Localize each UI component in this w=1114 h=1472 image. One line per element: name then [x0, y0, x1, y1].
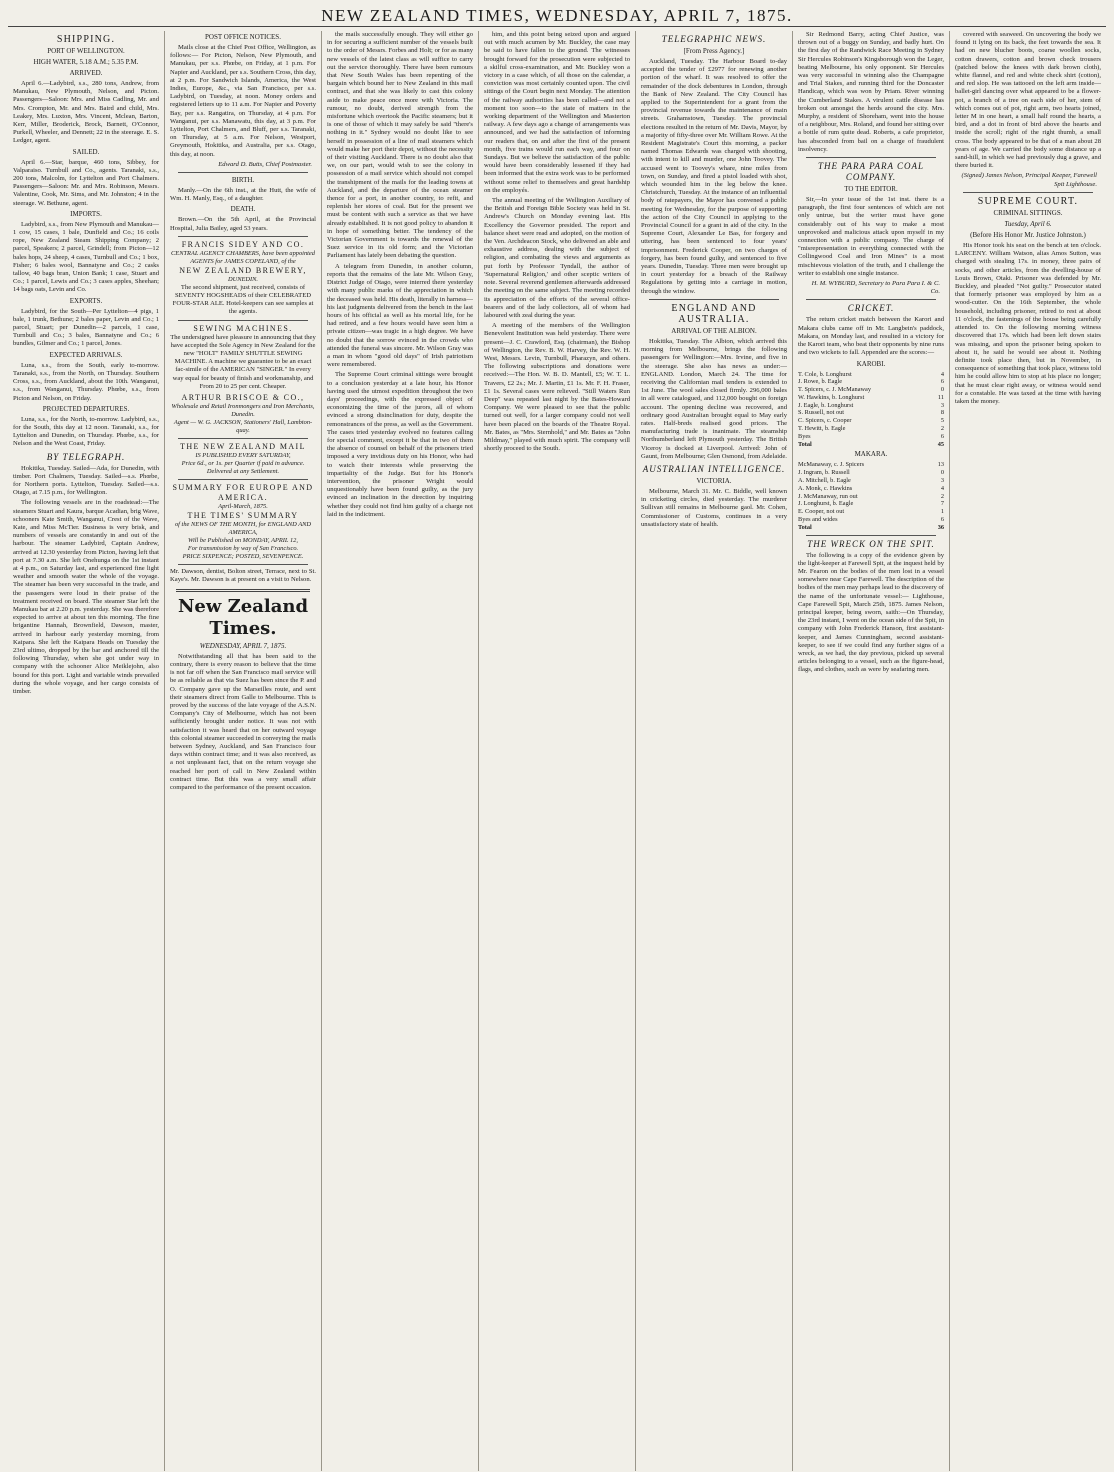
- batsman-runs: 3: [940, 477, 944, 485]
- telegraphic-news-text: Auckland, Tuesday. The Harbour Board to-day accepted the tender of £2977 for renewing another portion of the wharf. It was resolved to offer the remainder of the dock debentures in London, through the Bank of New Zealand. The City Council has applied to the Superintendent for a grant from the provincial revenue towards the maintenance of main streets. Grahamstown, Tuesday. The provincial elections resulted in the return of Mr. Davis, Mayor, by a majority of fifty-three over Mr. William Rowe. At the Resident Magistrate's Court this morning, a packer named Thomas Edwards was charged with shooting, with intent to kill and murder, one John Toovey. The accused went to Toovey's whare, nine miles from town, on Sunday, and fired a pistol loaded with shot, which wounded him in the leg below the knee. Christchurch, Tuesday. At the instance of an influential body of ratepayers, the Mayor has convened a public meeting for Wednesday, for the purpose of supporting the action of the City Council in applying to the Provincial Council for a grant in aid of the city. In the Supreme Court, Alexander Le Bas, for forgery and uttering, has been sentenced to four years' imprisonment. Frederick Cooper, on two charges of forgery, has been found guilty, and sentenced to five years. Dunedin, Tuesday. Three men were brought up in court yesterday for a breach of the Railway Regulations by getting into a carriage in motion, through the window.: [641, 58, 787, 295]
- press-agency-note: [From Press Agency.]: [683, 47, 745, 55]
- makara-scores: [798, 461, 944, 531]
- benevolent-text: A meeting of the members of the Wellington Benevolent Institution was held yesterday. There were present—J. C. Crawford, Esq. (chairman), the Bishop of Wellington, the Rev. B. W. Harvey, the Rev. W. H. West, Messrs. Levin, Turnbull, Pharazyn, and others. The following subscriptions and donations were received:—The Hon. W. B. D. Mantell, £5; W. T. L. Travers, £2 2s.; Mr. J. Martin, £1 1s. Mr. F. H. Fraser, £1 1s. Several cases were relieved. "Still Waters Run Deep" was repeated last night by the Bates-Howard Company. We were pleased to see that the public turned out well, for a larger company could not well have been placed on the boards of the Theatre Royal. Mr. Bates, as "Mrs. Sternhold," and Mr. Bates as "John Mildmay," played with much spirit. The company will shortly proceed to the South.: [484, 322, 630, 453]
- divider: [963, 192, 1093, 193]
- batsman-name: J. Ingram, b. Russell: [798, 469, 850, 477]
- karori-score-row: [798, 433, 944, 441]
- high-water: HIGH WATER, 5.18 A.M.; 5.35 P.M.: [33, 58, 139, 66]
- advert-summary: [170, 483, 316, 561]
- postmaster-signature: Edward D. Butts, Chief Postmaster.: [218, 160, 312, 168]
- batsman-runs: 5: [940, 417, 944, 425]
- batsman-runs: 0: [940, 386, 944, 394]
- batsman-runs: 7: [940, 500, 944, 508]
- shipping-news-text: The following vessels are in the roadstead:—The steamers Stuart and Kaura, barque Acadian, brig Wave, schooners Kate Smith, Wanganui, Crest of the Wave, Kate, and Miss McTier. Business is very brisk, and numbers of vessels are constantly in and out of the harbour. The steamer Ladybird, Captain Andrew, arrived at 12.30 yesterday from Picton, having left that port at 7.30 a.m. She left Onehunga on the 1st instant at 4 p.m., on Saturday last, and experienced fine light weather and smooth water the whole of the voyage. The steamer has been very successful in the trade, and the passengers were loud in their praise of the treatment received on board. The steamer Star left the Manukau bar at 2.20 p.m. yesterday. She was therefore expected to arrive at about ten this morning. The fine brigantine Hannah, Brownfield, Dawson, master, arrived in harbour early yesterday morning, from Kaipara. She left the Kaipara Heads on Tuesday the 23rd ultimo, dropped by the bar and anchored till the following Thursday, when she got under way in company with the schooner Alice Meiklejohn, also bound for this port. Light and variable winds prevailed during the whole voyage, and her cargo consists of timber.: [13, 499, 159, 695]
- advert-sewing-title: SEWING MACHINES.: [193, 323, 293, 333]
- batsman-name: E. Cooper, not out: [798, 508, 845, 516]
- batsman-runs: 4: [940, 370, 944, 378]
- criminal-sittings-heading: CRIMINAL SITTINGS.: [993, 208, 1063, 217]
- advert-summary-name: THE TIMES' SUMMARY: [187, 511, 299, 521]
- batsman-name: Byes and wides: [798, 516, 838, 524]
- batsman-name: A. Mitchell, b. Eagle: [798, 477, 851, 485]
- divider: [806, 157, 936, 158]
- advert-sewing: [170, 324, 316, 435]
- sailed-text: April 6.—Star, barque, 460 tons, Sibbey, for Valparaiso. Turnbull and Co., agents. Taranaki, s.s., 200 tons, Malcolm, for Lyttelton and Port Chalmers. Passengers—Saloon: Mr. and Mrs. Robinson, Messrs. Valentine, Cook, Mr. Sims, and Mr. Johnston; 4 in the steerage. W. Bethune, agent.: [13, 158, 159, 207]
- divider: [806, 299, 936, 300]
- batsman-name: S. Russell, not out: [798, 409, 845, 417]
- makara-score-row: [798, 485, 944, 493]
- batsman-name: J. Rowe, b. Eagle: [798, 378, 843, 386]
- makara-score-row: [798, 461, 944, 469]
- advert-mail-sub: IS PUBLISHED EVERY SATURDAY,: [195, 452, 291, 460]
- divider: [178, 438, 308, 439]
- leader-continued-text: the mails successfully enough. They will either go in for securing a sufficient number of the vessels built to the order of Messrs. Forbes and Holt; or for as many new vessels of the latest class as will suffice to carry out the service thoroughly. There have been rumours that New South Wales has been repenting of the bargain which bound her to New Zealand in this mail contract, and that she was likely to cast this colony aside to make peace once more with Victoria. The rumour, no doubt, derived strength from the misfortune which overtook the Pacific steamers; but it is one of those of which it may safely be said "there's nothing in it." Sydney would no doubt like to see herself in possession of a line of mail steamers which would make her port their depot, without the necessity of their visiting Auckland. There is no doubt also that we, on our part, would wish to see the colony in possession of a mail service which should not compel the transhipment of the mails for the leading towns at Auckland, and the departure of the ocean steamer thence for a port, in another country, to refit, and replenish her stores of coal. But for the present we must be content with such a service as that we have already established. It is not good policy to abandon it in hope of something better. The tendency of the Victorian Government is towards the renewal of the Suez service in its old form; and the Victorian Parliament has lately been debating the question.: [327, 31, 473, 260]
- advert-summary-date: April-March, 1875.: [218, 503, 268, 511]
- advert-sidey: [170, 240, 316, 317]
- court-date: Tuesday, April 6.: [1004, 219, 1052, 228]
- albion-text: Hokitika, Tuesday. The Albion, which arrived this morning from Melbourne, brings the following passengers for Wellington:—Mrs. Irvine, and five in the steerage. She also has news as under:— ENGLAND. London, March 24. The time for receiving the Californian mail tenders is extended to 1st June. The wool sales closed firmly. 296,000 bales in all were catalogued, and 112,000 bought on foreign account. The opening decline was recovered, and ordinary good Australian brought equal to May early rates. Half-breds realised good prices. The manufacturing trade is inanimate. The steamship Northumberland left Plymouth yesterday. The British Viceroy is docked at Liverpool. Arrived: John of Gaunt, from Melbourne; Glen Osmond, from Adelaide.: [641, 337, 787, 460]
- para-para-signature: H. M. WYBURD, Secretary to Para Para I. & C. Co.: [811, 280, 940, 296]
- batsman-runs: 0: [940, 469, 944, 477]
- karori-score-row: [798, 371, 944, 379]
- batsman-runs: 45: [937, 440, 944, 448]
- makara-score-row: [798, 508, 944, 516]
- divider: [649, 299, 779, 300]
- batsman-runs: 2: [940, 425, 944, 433]
- advert-sidey-text: The second shipment, just received, consists of SEVENTY HOGSHEADS of their CELEBRATED FOUR-STAR ALE. Hotel-keepers can see samples at the agents.: [172, 283, 314, 316]
- makara-score-row: [798, 477, 944, 485]
- batsman-name: Total: [798, 440, 812, 448]
- telegraph-text: Hokitika, Tuesday. Sailed—Ada, for Dunedin, with timber. Port Chalmers, Tuesday. Sailed—s.s. Phœbe, for Northern ports. Lyttelton, Tuesday. Sailed—s.s. Otago, at 7.15 p.m., for Wellington.: [13, 464, 159, 497]
- advert-sewing-firm-sub: Wholesale and Retail Ironmongers and Iron Merchants, Dunedin.: [171, 403, 315, 419]
- karori-score-row: [798, 386, 944, 394]
- karori-score-row: [798, 378, 944, 386]
- advert-summary-title: SUMMARY FOR EUROPE AND AMERICA.: [172, 483, 314, 503]
- advert-summary-publish: Will be Published on MONDAY, APRIL 12,: [188, 537, 298, 545]
- wreck-heading: THE WRECK ON THE SPIT.: [807, 538, 935, 549]
- divider: [178, 236, 308, 237]
- karori-score-row: [798, 402, 944, 410]
- victoria-text: Melbourne, March 31. Mr. C. Biddle, well known in cricketing circles, died yesterday. The murderer Sullivan still remains in Melbourne gaol. Mr. Cohen, Commissioner of Customs, continues in a very unsatisfactory state of health.: [641, 487, 787, 528]
- post-office-heading: POST OFFICE NOTICES.: [205, 33, 281, 41]
- advert-mail-title: THE NEW ZEALAND MAIL: [180, 442, 306, 452]
- port-heading: PORT OF WELLINGTON.: [47, 47, 125, 55]
- column-2: [165, 31, 322, 1471]
- advert-sewing-text: The undersigned have pleasure in announcing that they have accepted the Sole Agency in New Zealand for the new "HOLT" FAMILY SHUTTLE SEWING MACHINE. A machine we guarantee to be an exact fac-simile of the AMERICAN "SINGER." In every way equal for beauty of finish and workmanship, and From 20 to 25 per cent. Cheaper.: [170, 333, 316, 390]
- column-7: [950, 31, 1106, 1471]
- leader-text: Notwithstanding all that has been said to the contrary, there is every reason to believe that the time is not far off when the San Francisco mail service will be as reliable as that via Suez has been since the P. and O. Company gave up the Marseilles route, and sent their steamers direct from Galle to Melbourne. This is proved by the success of the late voyage of the A.S.N. Company's City of Melbourne, which has not been sufficiently brought under notice. It was not with satisfaction it was heard that on her outward voyage this colonial steamer succeeded in conveying the mails between Sydney, Auckland, and San Francisco four days within contract time; and it was also received, as a not unpleasant fact, that on the return voyage she reached her port of call in New Zealand within contract time. But this was a very small affair compared to the performance of the present occasion.: [170, 652, 316, 791]
- batsman-name: Byes: [798, 432, 811, 440]
- cricket-heading: CRICKET.: [847, 303, 895, 314]
- advert-sidey-sub: CENTRAL AGENCY CHAMBERS, have been appointed AGENTS for JAMES COPELAND, of the: [171, 249, 315, 265]
- albion-heading: ARRIVAL OF THE ALBION.: [671, 326, 757, 335]
- batsman-runs: 13: [937, 461, 944, 469]
- makara-score-row: [798, 469, 944, 477]
- victoria-heading: VICTORIA.: [696, 476, 732, 485]
- masthead: NEW ZEALAND TIMES, WEDNESDAY, APRIL 7, 1875.: [8, 6, 1106, 27]
- expected-text: Luna, s.s., from the South, early to-morrow. Taranaki, s.s., from the North, on Thursday. Southern Cross, s.s., from Auckland, about the 10th. Wanganui, s.s., from Wanganui, Thursday. Phœbe, s.s., from Picton and Nelson, on Friday.: [13, 361, 159, 402]
- makara-score-row: [798, 524, 944, 532]
- karori-score-row: [798, 425, 944, 433]
- wreck-text: The following is a copy of the evidence given by the light-keeper at Farewell Spit, at the inquest held by Mr. Fearon on the bodies of the men lost in a vessel somewhere near Cape Farewell. The description of the bodies of the men may perhaps lead to the discovery of the name of the unfortunate vessel:— Lighthouse, Cape Farewell Spit, March 25th, 1875. James Nelson, principal keeper, being sworn, saith:—On Thursday, the 23rd instant, I went on the ocean side of the Spit, in company with John Frederick Hanson, first assistant-keeper, and James Cunningham, second assistant-keeper, to see if we could find any further signs of a wreck, as we had, the day previous, picked up several articles belonging to a vessel, such as the figure-head, flags, and clothes, such as were by seafaring men.: [798, 551, 944, 674]
- divider: [178, 172, 308, 173]
- advert-sidey-city: DUNEDIN.: [228, 275, 258, 283]
- exports-heading: EXPORTS.: [69, 296, 103, 305]
- arrived-heading: ARRIVED.: [69, 69, 103, 77]
- batsman-runs: 4: [940, 484, 944, 492]
- railway-text: him, and this point being seized upon and argued out with much acumen by Mr. Buckley, the case may be said to have fallen to the ground. The witnesses brought forward for the prosecution were subjected to a skilful cross-examination, and Mr. Buckley won a victory in a case which, of all those on the calendar, a conviction was most certainly counted upon. The civil sittings of the Court begin next Monday. The attention of the railway authorities has been called—and not a moment too soon—to the state of matters in the working department of the Wellington and Masterton railway. A few days ago a change of arrangements was announced, and we had the satisfaction of informing our readers that, on and after the first of the present month, five trains would run each way, and four on Sundays. But we believe the satisfaction of the public would have been considerably lessened if they had been informed that the extra work was to be performed without some relief to themselves and great hardship on the employés.: [484, 31, 630, 194]
- karori-score-row: [798, 417, 944, 425]
- advert-sidey-brewery: NEW ZEALAND BREWERY,: [179, 265, 307, 275]
- batsman-runs: 8: [940, 409, 944, 417]
- paper-title: New Zealand Times.: [177, 595, 309, 639]
- advert-sewing-firm: ARTHUR BRISCOE & CO.,: [181, 393, 305, 403]
- batsman-name: C. Spicers, c. Cooper: [798, 417, 852, 425]
- column-3: [322, 31, 479, 1471]
- batsman-runs: 36: [937, 523, 944, 531]
- para-para-sub: TO THE EDITOR.: [844, 185, 898, 194]
- australian-news-text: Sir Redmond Barry, acting Chief Justice, was thrown out of a buggy on Sunday, and badly hurt. On the first day of the Randwick Race Meeting in Sydney Sir Hercules Robinson's Kingsborough won the Leger, beating Melbourne, his only opponent. Sir Hercules was very successful in winning also the Champagne and Trial Stakes, and running third for the Doncaster Handicap, which was won by Priam. River winning the Cumberland Stakes. A virulent cattle disease has broken out amongst the herds around the city. Mrs. Murphy, a resident of Shoreham, went into the house of a neighbour, Mrs. Roland, and found her sitting over a bottle of rum quite dead. Roberts, a cafe proprietor, has absconded from bail on a charge of fraudulent insolvency.: [798, 31, 944, 153]
- advert-summary-news: of the NEWS OF THE MONTH, for ENGLAND AND AMERICA,: [174, 521, 312, 537]
- wilson-gray-text: A telegram from Dunedin, in another column, reports that the remains of the late Mr. Wilson Gray, District Judge of Otago, were interred there yesterday with many public marks of the appreciation in which the deceased was held. His death, literally in harness—his last judgments delivered from the bench in the last hours of his official as well as his mortal life, for he had retired, and a few hours would have seen him a private citizen—was tragic in a high degree. We have no doubt that the sorrow evinced in the crowds who attended the funeral was sincere. Mr. Wilson Gray was a man in whom "good old days" of Irish patriotism were remembered.: [327, 262, 473, 369]
- advert-summary-transmission: For transmission by way of San Francisco.: [187, 545, 299, 553]
- divider: [178, 320, 308, 321]
- batsman-name: T. Spicers, c. J. McManaway: [798, 386, 871, 394]
- batsman-runs: 6: [940, 432, 944, 440]
- divider: [178, 564, 308, 565]
- advert-summary-price: PRICE SIXPENCE; POSTED, SEVENPENCE.: [182, 553, 304, 561]
- double-divider: [176, 589, 310, 592]
- post-office-text: Mails close at the Chief Post Office, Wellington, as follows:— For Picton, Nelson, New Plymouth, and Manukau, per s.s. Phœbe, on Friday, at 1 p.m. For Napier and Auckland, per s.s. Southern Cross, this day, at 2 p.m. For Sandwich Islands, America, the West Indies, Europe, &c., via San Francisco, per s.s. Ladybird, on Tuesday, at noon. Money orders and registered letters up to 11 a.m. For Napier and Poverty Bay, per s.s. Rangatira, on Thursday, at 4 p.m. For Wanganui, per s.s. Manawatu, this day, at 3 p.m. For Lyttelton, Port Chalmers, and Bluff, per s.s. Taranaki, on Thursday, at 5 a.m. For Nelson, Westport, Greymouth, Hokitika, and Australia, per s.s. Otago, this day, at noon.: [170, 44, 316, 158]
- batsman-runs: 2: [940, 492, 944, 500]
- advert-sewing-agent: Agent — W. G. JACKSON, Stationers' Hall, Lambton-quay.: [173, 419, 313, 435]
- karori-score-row: [798, 409, 944, 417]
- australian-intelligence-heading: AUSTRALIAN INTELLIGENCE.: [642, 463, 786, 474]
- makara-heading: MAKARA.: [854, 450, 888, 459]
- death-heading: DEATH.: [230, 205, 256, 214]
- makara-score-row: [798, 500, 944, 508]
- cricket-text: The return cricket match between the Karori and Makara clubs came off in Mr. Langbein's paddock, Makara, on Monday last, and resulted in a victory for the Karori team, who beat their opponents by nine runs and two wickets to fall. Appended are the scores:—: [798, 316, 944, 357]
- divider: [178, 479, 308, 480]
- karori-score-row: [798, 394, 944, 402]
- supreme-court-heading: SUPREME COURT.: [977, 195, 1079, 207]
- batsman-name: J. McManaway, run out: [798, 492, 858, 500]
- birth-text: Manly.—On the 6th inst., at the Hutt, the wife of Wm. H. Manly, Esq., of a daughter.: [170, 187, 316, 203]
- wreck-continued-text: covered with seaweed. On uncovering the body we found it lying on its back, the feet towards the sea. It had on new blucher boots, coarse woollen socks, cotton drawers, cotton and brown check trousers (patched below the knees with dark brown cloth), white flannel, and red and white check shirt (cotton), and red slop. He was tattooed on the left arm inside—ballet-girl dancing over what appeared to be a flower-pot, a branch of a tree on each side of her, stem of which comes out of pot, right arm, two hearts joined, letter M in one heart, a small half round the hearts, a bird, and a dot in front of bird above the hearts and inside the scroll; right of the right thumb, a small cross. The body appeared to be that of a man about 28 years of age. We carried the body some distance up a sand-hill, in which we had previously dug a grave, and there buried it.: [955, 31, 1101, 170]
- departures-text: Luna, s.s., for the North, to-morrow. Ladybird, s.s., for the South, this day at 12 noon. Taranaki, s.s., for Lyttelton and Dunedin, on Thursday. Phœbe, s.s., for Nelson and the West Coast, Friday.: [13, 415, 159, 448]
- divider: [806, 535, 936, 536]
- imports-heading: IMPORTS.: [70, 209, 102, 218]
- expected-heading: EXPECTED ARRIVALS.: [49, 350, 123, 359]
- para-para-text: Sir,—In your issue of the 1st inst. there is a paragraph, the first four sentences of which are not only untrue, but the writer must have gone considerably out of his way to make a most unprovoked and malicious attack upon myself in my connection with a public company. The charge of "misrepresentation in everything connected with the Collingwood Coal and Iron Mines" is a most mischievous violation of the truth, and I challenge the writer to establish one single instance.: [798, 196, 944, 277]
- shipping-heading: SHIPPING.: [56, 34, 116, 45]
- batsman-name: McManaway, c. J. Spicers: [798, 461, 865, 469]
- departures-heading: PROJECTED DEPARTURES.: [42, 404, 130, 413]
- keeper-signature: (Signed) James Nelson, Principal Keeper, Farewell Spit Lighthouse.: [961, 172, 1097, 188]
- batsman-runs: 1: [940, 508, 944, 516]
- karori-score-row: [798, 441, 944, 449]
- para-para-heading: THE PARA PARA COAL COMPANY.: [817, 161, 925, 183]
- column-5: [636, 31, 793, 1471]
- arrived-text: April 6.—Ladybird, s.s., 280 tons, Andrew, from Manukau, New Plymouth, Nelson, and Picton. Passengers—Saloon: Mrs. and Miss Cadling, Mr. and Mrs. Crompton, Mr. and Mrs. Baird and child, Mrs. Leakey, Mrs. Luxton, Mrs. Vincent, Mclean, Barton, Kerr, Miller, Broderick, Brock, Barnett, O'Connor, Purkell, Wheeler, and Dennett; 22 in the steerage. E. S. Ledger, agent.: [13, 80, 159, 145]
- column-4: [479, 31, 636, 1471]
- batsman-name: W. Hawkins, b. Longhurst: [798, 393, 865, 401]
- england-australia-heading: ENGLAND AND AUSTRALIA.: [671, 302, 757, 325]
- supreme-court-text: The Supreme Court criminal sittings were brought to a conclusion yesterday at a late hour, his Honor having used the utmost expedition throughout the two days' proceedings, with the expressed object of economizing the time of the jurors, all of whom evinced a strong disinclination for duty, despite the remonstrances of the press, as well as the Government. The cases tried yesterday evolved no features calling for special comment, except it be that in two of them the absence of counsel on behalf of the prisoners tried imposed a very invidious duty on his Honor, who had to watch their interests while preserving the impartiality of the Judge. But for his Honor's intervention, the prisoner Wright would unquestionably have been found guilty, as the jury evinced an inclination in the direction by inquiring whether they could not find him guilty of a charge not laid in the indictment.: [327, 371, 473, 518]
- batsman-runs: 6: [940, 516, 944, 524]
- court-judge: (Before His Honor Mr. Justice Johnston.): [970, 231, 1086, 240]
- batsman-runs: 11: [937, 393, 944, 401]
- advert-dentist: Mr. Dawson, dentist, Bolton street, Terrace, next to St. Kaye's. Mr. Dawson is at present on a visit to Nelson.: [170, 568, 316, 584]
- telegraphic-news-heading: TELEGRAPHIC NEWS.: [661, 34, 767, 44]
- imports-text: Ladybird, s.s., from New Plymouth and Manukau—1 cow, 15 cases, 1 bale, Dunfield and Co.; 16 coils rope, New Zealand Steam Shipping Company; 2 parcel, Speakers; 2 parcel, Grindell; from Picton—12 bales hops, 24 sheep, 4 cases, Turnbull and Co.; 1 box, Fisher; 6 bales wool, Bannatyne and Co.; 2 casks tallow, 40 bags bran, Union Bank; 1 case, Stuart and Co.; 1 parcel, Lewis and Co.; 3 cases apples, Sheehan; 14 bags oats, Levin and Co.: [13, 220, 159, 294]
- batsman-name: J. Longhurst, b. Eagle: [798, 500, 854, 508]
- batsman-name: J. Eagle, b. Longhurst: [798, 401, 854, 409]
- column-6: [793, 31, 950, 1471]
- by-telegraph-heading: BY TELEGRAPH.: [46, 451, 126, 462]
- paper-date: WEDNESDAY, APRIL 7, 1875.: [199, 641, 287, 650]
- advert-sidey-title: FRANCIS SIDEY AND CO.: [181, 239, 305, 249]
- death-text: Brown.—On the 5th April, at the Provincial Hospital, Julia Bailey, aged 53 years.: [170, 216, 316, 232]
- birth-heading: BIRTH.: [231, 176, 255, 185]
- batsman-runs: 3: [940, 401, 944, 409]
- batsman-runs: 6: [940, 378, 944, 386]
- advert-mail-text: Price 6d., or 1s. per Quarter if paid in advance. Delivered at any Settlement.: [181, 460, 305, 476]
- exports-text: Ladybird, for the South—Per Lyttelton—4 pigs, 1 bale, 1 trunk, Bethune; 2 bales paper, Levin and Co.; 1 parcel, Stuart; per Dunedin—2 parcels, 1 case, Turnbull and Co.; 3 bales, Bannatyne and Co.; 6 bundles, Gilmer and Co.; 1 parcel, Jones.: [13, 307, 159, 348]
- column-1: [8, 31, 165, 1471]
- advert-mail: [170, 442, 316, 476]
- karori-scores: [798, 371, 944, 449]
- columns: [8, 31, 1106, 1471]
- court-text: His Honor took his seat on the bench at ten o'clock. LARCENY. William Watson, alias Amos Sutton, was charged with stealing 17s. in money, three pairs of socks, and other articles, from the dwelling-house of Louis Brown, Otaki. Prisoner was defended by Mr. Buckley, and pleaded "Not guilty." Prosecutor stated that formerly prisoner was employed by him as a wood-cutter. On the 16th September, the whole household, including prisoner, retired to rest at about 11 o'clock, the fastenings of the house being carefully attended to. On the following morning witness discovered that 17s. which had been left down stairs was missing, and upon the prisoner being spoken to about it, he said he would see about it. Nothing definite took place then, but in November, in consequence of something that took place, witness told him he could allow him to stop at his place no longer; that he must clear right away, or witness would send for a constable. He was taxed at the time with having taken the money.: [955, 242, 1101, 405]
- batsman-name: T. Hewitt, b. Eagle: [798, 425, 846, 433]
- makara-score-row: [798, 493, 944, 501]
- bible-society-text: The annual meeting of the Wellington Auxiliary of the British and Foreign Bible Society was held in St. Andrew's Church on Monday evening last. His Excellency the Governor presided. The report and balance sheet were read and adopted, on the motion of the Ven. Archdeacon Stock, who delivered an able and exhaustive address, dealing with the subject of religion, and combating the views and arguments as put forth by Professor Tyndall, the author of 'Supernatural Religion,' and other sceptic writers of note. Several reverend gentlemen afterwards addressed the meeting on the same subject. The meeting recorded its appreciation of the efforts of the several office-bearers and of the lady collectors, all of whom had laboured with zeal during the year.: [484, 197, 630, 319]
- batsman-name: A. Monk, c. Hawkins: [798, 484, 853, 492]
- batsman-name: Total: [798, 523, 812, 531]
- karori-heading: KAROBI.: [856, 359, 886, 368]
- batsman-name: T. Cole, b. Longhurst: [798, 370, 852, 378]
- makara-score-row: [798, 516, 944, 524]
- sailed-heading: SAILED.: [72, 147, 100, 156]
